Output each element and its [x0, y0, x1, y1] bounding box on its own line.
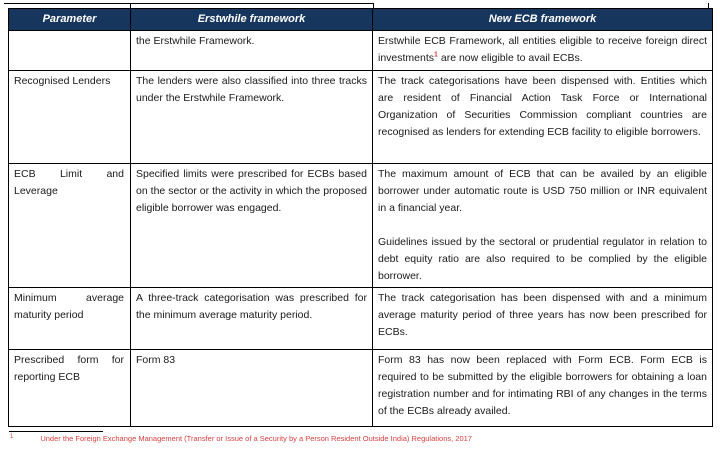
- parameter-cell: [9, 350, 131, 427]
- cell-paragraph: Specified limits were prescribed for ECBs based on the sector or the activity in which the proposed eligible borrower was engaged.: [136, 168, 367, 214]
- table-row-ecb-limit-leverage: [9, 164, 713, 288]
- cell-paragraph: Form 83: [136, 354, 176, 366]
- cell-paragraph: Prescribed form for reporting ECB: [14, 354, 124, 383]
- cell-paragraph: The track categorisations have been dispensed with. Entities which are resident of Financial Action Task Force or International Organization of Securities Commission compliant countries are recognised as lenders for extending ECB facility to eligible borrowers.: [378, 75, 707, 138]
- erstwhile-cell: [131, 350, 373, 427]
- parameter-cell: [9, 288, 131, 350]
- cell-text: are now eligible to avail ECBs.: [437, 52, 583, 64]
- new-ecb-cell: [373, 288, 713, 350]
- table-row-prescribed-form: [9, 350, 713, 427]
- new-ecb-cell: [373, 71, 713, 164]
- cell-paragraph: Minimum average maturity period: [14, 292, 124, 321]
- new-ecb-cell: [373, 31, 713, 71]
- cell-paragraph: The maximum amount of ECB that can be availed by an eligible borrower under automatic route is USD 750 million or INR equivalent in a financial year.: [378, 168, 707, 214]
- cell-paragraph: Guidelines issued by the sectoral or prudential regulator in relation to debt equity ratio are also required to be complied by the eligible borrower.: [378, 236, 707, 282]
- header-cell-erstwhile-framework: Erstwhile framework: [131, 9, 373, 31]
- erstwhile-cell: [131, 71, 373, 164]
- parameter-cell: [9, 71, 131, 164]
- cell-paragraph: The lenders were also classified into three tracks under the Erstwhile Framework.: [136, 75, 367, 104]
- new-ecb-cell: [373, 164, 713, 288]
- cell-paragraph: [378, 33, 707, 67]
- parameter-cell: [9, 31, 131, 71]
- comparison-table: [8, 8, 713, 427]
- cell-paragraph: the Erstwhile Framework.: [136, 35, 255, 47]
- erstwhile-cell: [131, 164, 373, 288]
- footnote-reference: 1: [434, 51, 438, 59]
- footnote-separator: [9, 431, 103, 432]
- table-header-row: [9, 9, 713, 31]
- cell-paragraph: Form 83 has now been replaced with Form ECB. Form ECB is required to be submitted by the eligible borrowers for obtaining a loan registration number and for intimating RBI of any changes in the terms of the ECBs already availed.: [378, 354, 707, 417]
- cell-paragraph: Recognised Lenders: [14, 75, 111, 87]
- erstwhile-cell: [131, 31, 373, 71]
- header-cell-parameter: Parameter: [9, 9, 131, 31]
- table-row-recognised-lenders: [9, 71, 713, 164]
- footnote-marker: 1: [10, 434, 14, 440]
- table-row-minimum-average-maturity: [9, 288, 713, 350]
- header-cell-new-ecb-framework: New ECB framework: [373, 9, 713, 31]
- new-ecb-cell: [373, 350, 713, 427]
- cell-paragraph: ECB Limit and Leverage: [14, 168, 124, 197]
- cell-paragraph: The track categorisation has been dispensed with and a minimum average maturity period of three years has now been prescribed for ECBs.: [378, 292, 707, 338]
- previous-row-border-artifact: [4, 3, 374, 4]
- footnote: [10, 433, 710, 444]
- table-row-continuation: [9, 31, 713, 71]
- cell-paragraph: A three-track categorisation was prescribed for the minimum average maturity period.: [136, 292, 367, 321]
- footnote-text: Under the Foreign Exchange Management (Transfer or Issue of a Security by a Person Resident Outside India) Regulations, 2017: [40, 434, 472, 443]
- erstwhile-cell: [131, 288, 373, 350]
- cell-text: Erstwhile ECB Framework, all entities eligible to receive foreign direct investments: [378, 35, 707, 64]
- parameter-cell: [9, 164, 131, 288]
